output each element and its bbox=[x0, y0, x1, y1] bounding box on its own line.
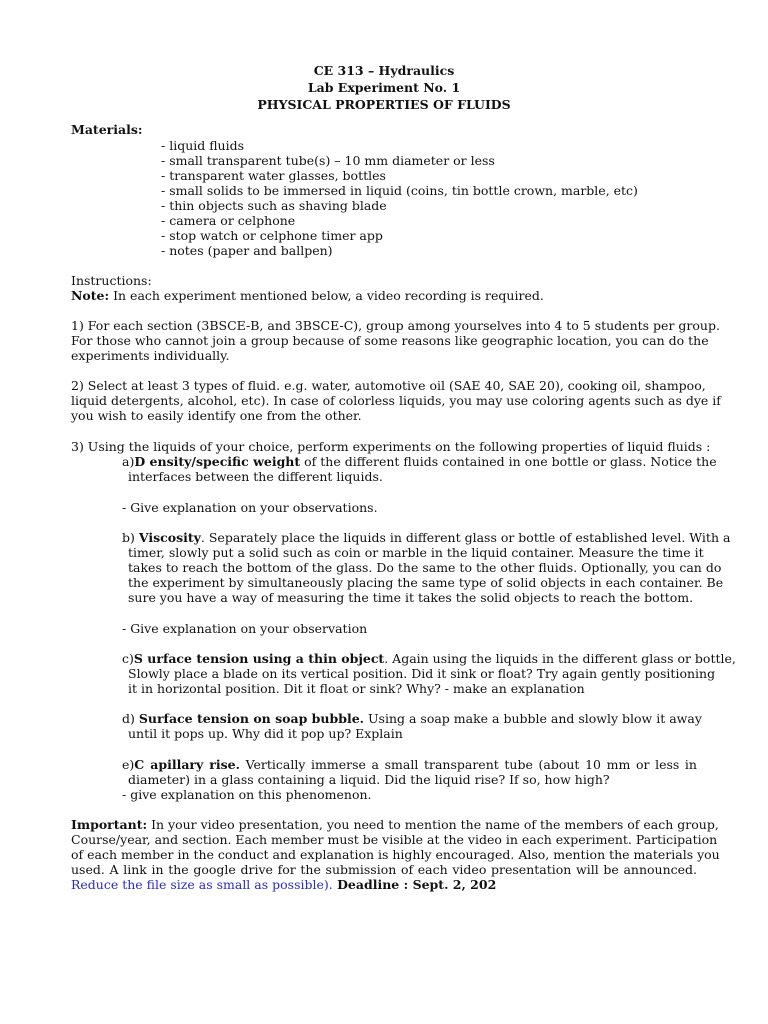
item-e-heading: C apillary rise. bbox=[134, 757, 240, 772]
item-c-line bbox=[122, 651, 736, 666]
important-line: Course/year, and section. Each member must be visible at the video in each experiment. Participation bbox=[71, 832, 718, 847]
important-line bbox=[71, 817, 719, 832]
deadline-text: Deadline : Sept. 2, 202 bbox=[332, 877, 497, 892]
item-b-line: takes to reach the bottom of the glass. Do the same to the other fluids. Optionally, you can do bbox=[128, 560, 722, 575]
step1-line: For those who cannot join a group because of some reasons like geographic location, you can do the bbox=[71, 333, 709, 348]
item-a-explain: - Give explanation on your observations. bbox=[122, 500, 378, 515]
item-a-heading: D ensity/specific weight bbox=[134, 454, 301, 469]
item-c-text: . Again using the liquids in the different glass or bottle, bbox=[384, 651, 736, 666]
item-b-line: sure you have a way of measuring the time it takes the solid objects to reach the bottom. bbox=[128, 590, 694, 605]
item-e-line: diameter) in a glass containing a liquid. Did the liquid rise? If so, how high? bbox=[128, 772, 610, 787]
item-e-prefix: e) bbox=[122, 757, 135, 772]
material-item: - liquid fluids bbox=[161, 138, 245, 153]
item-c-line: it in horizontal position. Dit it float or sink? Why? - make an explanation bbox=[128, 681, 585, 696]
item-b-line: the experiment by simultaneously placing the same type of solid objects in each container. Be bbox=[128, 575, 724, 590]
step2-line: liquid detergents, alcohol, etc). In case of colorless liquids, you may use coloring agents such as dye if bbox=[71, 393, 721, 408]
materials-label: Materials: bbox=[71, 122, 143, 137]
item-b-text: . Separately place the liquids in different glass or bottle of established level. With a bbox=[200, 530, 731, 545]
important-text: In your video presentation, you need to mention the name of the members of each group, bbox=[147, 817, 719, 832]
item-b-line: timer, slowly put a solid such as coin or marble in the liquid container. Measure the time it bbox=[128, 545, 704, 560]
item-a-line bbox=[122, 454, 717, 469]
material-item: - small transparent tube(s) – 10 mm diameter or less bbox=[161, 153, 495, 168]
material-item: - thin objects such as shaving blade bbox=[161, 198, 387, 213]
item-e-line bbox=[122, 757, 697, 772]
course-title: CE 313 – Hydraulics bbox=[313, 63, 455, 78]
item-e-text: Vertically immerse a small transparent tube (about 10 mm or less in bbox=[239, 757, 697, 772]
important-line: of each member in the conduct and explanation is highly encouraged. Also, mention the materials you bbox=[71, 847, 720, 862]
item-b-explain: - Give explanation on your observation bbox=[122, 621, 368, 636]
material-item: - transparent water glasses, bottles bbox=[161, 168, 386, 183]
deadline-line bbox=[71, 877, 496, 892]
item-b-heading: Viscosity bbox=[138, 530, 201, 545]
step2-line: you wish to easily identify one from the other. bbox=[71, 408, 362, 423]
item-a-text: of the different fluids contained in one bottle or glass. Notice the bbox=[300, 454, 717, 469]
experiment-topic: PHYSICAL PROPERTIES OF FLUIDS bbox=[257, 97, 511, 112]
item-b-line bbox=[122, 530, 731, 545]
material-item: - notes (paper and ballpen) bbox=[161, 243, 333, 258]
material-item: - stop watch or celphone timer app bbox=[161, 228, 383, 243]
item-d-line bbox=[122, 711, 702, 726]
item-a-prefix: a) bbox=[122, 454, 135, 469]
item-e-explain: - give explanation on this phenomenon. bbox=[122, 787, 372, 802]
experiment-number: Lab Experiment No. 1 bbox=[307, 80, 461, 95]
step2-line: 2) Select at least 3 types of fluid. e.g. water, automotive oil (SAE 40, SAE 20), cooking oil, shampoo, bbox=[71, 378, 706, 393]
item-c-heading: S urface tension using a thin object bbox=[133, 651, 385, 666]
document-title bbox=[0, 62, 768, 113]
instructions-label: Instructions: bbox=[71, 273, 152, 288]
step1-line: experiments individually. bbox=[71, 348, 230, 363]
item-c-prefix: c) bbox=[122, 651, 134, 666]
material-item: - camera or celphone bbox=[161, 213, 296, 228]
material-item: - small solids to be immersed in liquid (coins, tin bottle crown, marble, etc) bbox=[161, 183, 638, 198]
item-c-line: Slowly place a blade on its vertical position. Did it sink or float? Try again gently positioning bbox=[128, 666, 716, 681]
file-size-note: Reduce the file size as small as possible). bbox=[71, 877, 333, 892]
item-d-line: until it pops up. Why did it pop up? Explain bbox=[128, 726, 403, 741]
note-label: Note: bbox=[71, 288, 110, 303]
item-d-text: Using a soap make a bubble and slowly blow it away bbox=[364, 711, 702, 726]
important-line: used. A link in the google drive for the submission of each video presentation will be announced. bbox=[71, 862, 697, 877]
note-text: In each experiment mentioned below, a video recording is required. bbox=[109, 288, 544, 303]
note-line bbox=[71, 288, 544, 303]
step3-intro: 3) Using the liquids of your choice, perform experiments on the following properties of liquid fluids : bbox=[71, 439, 711, 454]
step1-line: 1) For each section (3BSCE-B, and 3BSCE-C), group among yourselves into 4 to 5 students per group. bbox=[71, 318, 720, 333]
item-d-heading: Surface tension on soap bubble. bbox=[138, 711, 365, 726]
item-b-prefix: b) bbox=[122, 530, 139, 545]
item-a-line: interfaces between the different liquids. bbox=[128, 469, 383, 484]
important-label: Important: bbox=[71, 817, 148, 832]
item-d-prefix: d) bbox=[122, 711, 139, 726]
